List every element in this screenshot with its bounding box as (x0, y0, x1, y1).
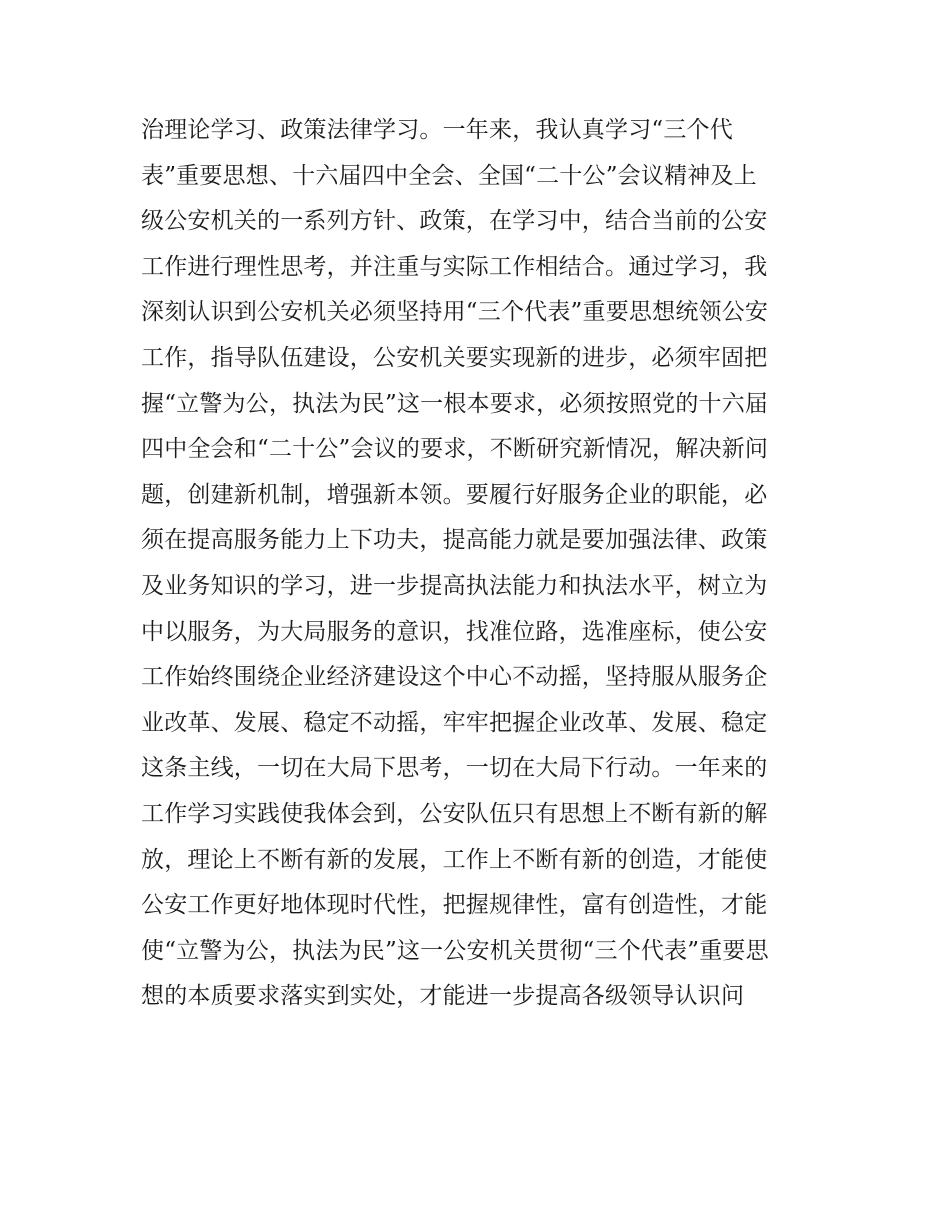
text-line: 及业务知识的学习，进一步提高执法能力和执法水平，树立为 (141, 572, 768, 599)
text-line: 四中全会和“二十公”会议的要求，不断研究新情况，解决新问 (141, 436, 769, 463)
text-line: 业改革、发展、稳定不动摇，牢牢把握企业改革、发展、稳定 (141, 709, 768, 736)
text-line: 工作学习实践使我体会到，公安队伍只有思想上不断有新的解 (141, 800, 768, 827)
body-text (141, 108, 821, 1020)
text-line: 题，创建新机制，增强新本领。要履行好服务企业的职能，必 (141, 481, 768, 508)
text-line: 表”重要思想、十六届四中全会、全国“二十公”会议精神及上 (141, 162, 757, 189)
text-line: 工作，指导队伍建设，公安机关要实现新的进步，必须牢固把 (141, 344, 768, 371)
text-line: 放，理论上不断有新的发展，工作上不断有新的创造，才能使 (141, 846, 768, 873)
text-line: 这条主线，一切在大局下思考，一切在大局下行动。一年来的 (141, 755, 768, 782)
text-line: 握“立警为公，执法为民”这一根本要求，必须按照党的十六届 (141, 390, 769, 417)
text-line: 想的本质要求落实到实处，才能进一步提高各级领导认识问 (141, 983, 745, 1010)
text-line: 治理论学习、政策法律学习。一年来，我认真学习“三个代 (141, 117, 733, 143)
text-line: 须在提高服务能力上下功夫，提高能力就是要加强法律、政策 (141, 527, 768, 554)
text-line: 使“立警为公，执法为民”这一公安机关贯彻“三个代表”重要思 (141, 937, 769, 964)
text-line: 级公安机关的一系列方针、政策，在学习中，结合当前的公安 (141, 208, 768, 235)
text-line: 中以服务，为大局服务的意识，找准位路，选准座标，使公安 (141, 618, 768, 645)
text-line: 公安工作更好地体现时代性，把握规律性，富有创造性，才能 (141, 892, 768, 919)
text-line: 工作进行理性思考，并注重与实际工作相结合。通过学习，我 (141, 253, 768, 280)
text-line: 工作始终围绕企业经济建设这个中心不动摇，坚持服从服务企 (141, 664, 768, 691)
text-line: 深刻认识到公安机关必须坚持用“三个代表”重要思想统领公安 (141, 299, 769, 326)
